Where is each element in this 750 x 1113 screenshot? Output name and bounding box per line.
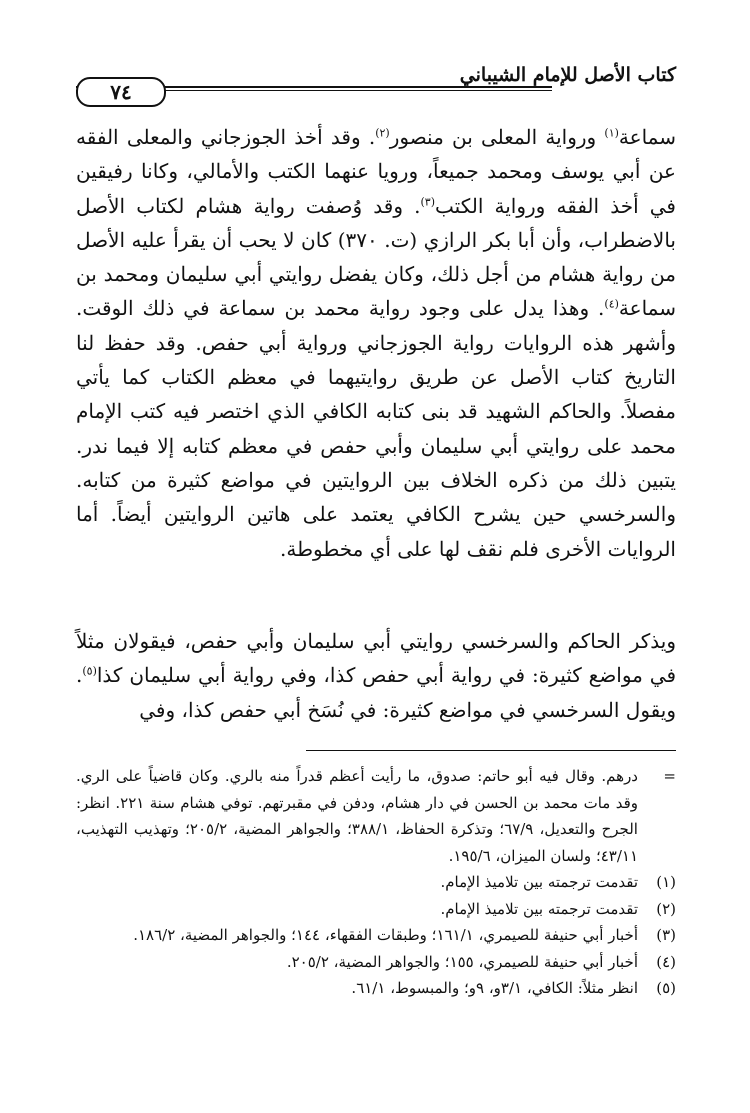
footnote-ref: (٣) [420,194,436,208]
footnote-5 [76,975,676,1002]
footnote-text: تقدمت ترجمته بين تلاميذ الإمام. [440,899,638,918]
footnote-ref: (١) [604,126,619,140]
footnotes [76,763,676,1002]
footnote-2 [76,896,676,923]
footnote-marker: (٥) [656,979,676,997]
paragraph-1 [76,120,676,566]
footnote-4 [76,949,676,976]
footnote-3 [76,922,676,949]
footnote-text: تقدمت ترجمته بين تلاميذ الإمام. [440,873,638,891]
footnote-text: أخبار أبي حنيفة للصيمري، ١٦١/١؛ وطبقات الفقهاء، ١٤٤؛ والجواهر المضية، ١٨٦/٢. [133,926,638,944]
footnote-text: أخبار أبي حنيفة للصيمري، ١٥٥؛ والجواهر المضية، ٢٠٥/٢. [286,952,638,971]
paragraph-text-run: ورواية المعلى بن منصور [389,125,605,149]
footnote-1 [76,869,676,896]
paragraph-text-run: ويذكر الحاكم والسرخسي روايتي أبي سليمان وأبي حفص، فيقولان مثلاً في مواضع كثيرة: في رواية أبي حفص كذا، وفي رواية أبي سليمان كذا [76,629,676,688]
footnote-marker: (١) [656,873,676,891]
paragraph-text-run: . وقد وُصفت رواية هشام لكتاب الأصل بالاضطراب، وأن أبا بكر الرازي (ت. ٣٧٠) كان لا يحب أن يقرأ عليه الأصل من رواية هشام من أجل ذلك، وكان يفضل روايتي أبي سليمان ومحمد بن سماعة [76,193,676,321]
running-header [76,60,676,104]
page-number: ٧٤ [76,77,166,107]
paragraph-2 [76,624,676,727]
footnote-text: انظر مثلاً: الكافي، ٣/١و، ٩و؛ والمبسوط، ٦١/١. [351,979,638,997]
footnote-ref: (٢) [375,126,390,140]
paragraph-text-run: . وقد أخذ الجوزجاني والمعلى الفقه عن أبي يوسف ومحمد جميعاً، ورويا عنهما الكتب والأمالي، وكانا رفيقين في أخذ الفقه ورواية الكتب [76,125,676,218]
paragraph-text-run: سماعة [618,125,676,149]
paragraph-text-run: . ويقول السرخسي في مواضع كثيرة: في نُسَخ أبي حفص كذا، وفي [76,663,676,722]
paragraph-text-run: . وهذا يدل على وجود رواية محمد بن سماعة في ذلك الوقت. وأشهر هذه الروايات رواية الجوزجاني ورواية أبي حفص. وقد حفظ لنا التاريخ كتاب الأصل عن طريق روايتيهما في معظم الكتاب كما يأتي مفصلاً. والحاكم الشهيد قد بنى كتابه الكافي الذي اختصر فيه كتب الإمام محمد على روايتي أبي سليمان وأبي حفص في معظم كتابه إلا فيما ندر. يتبين ذلك من ذكره الخلاف بين الروايتين في مواضع كثيرة من كتابه. والسرخسي حين يشرح الكافي يعتمد على هاتين الروايتين أيضاً. أما الروايات الأخرى فلم نقف لها على أي مخطوطة. [76,296,676,561]
footnote-marker: = [663,767,676,785]
footnote-text: درهم. وقال فيه أبو حاتم: صدوق، ما رأيت أعظم قدراً منه بالري. وكان قاضياً على الري. وقد مات محمد بن الحسن في دار هشام، ودفن في مقبرتهم. توفي هشام سنة ٢٢١. انظر: الجرح والتعديل، ٦٧/٩؛ وتذكرة الحفاظ، ٣٨٨/١؛ والجواهر المضية، ٢٠٥/٢؛ وتهذيب التهذيب، ٤٣/١١؛ ولسان الميزان، ١٩٥/٦. [76,767,638,865]
footnote-continued [76,763,676,869]
book-title: كتاب الأصل للإمام الشيباني [459,64,676,86]
footnote-marker: (٣) [656,926,676,944]
footnote-separator [306,750,676,751]
footnote-ref: (٤) [604,297,619,311]
footnote-marker: (٢) [656,899,676,918]
footnote-ref: (٥) [82,664,97,678]
footnote-marker: (٤) [656,952,676,971]
